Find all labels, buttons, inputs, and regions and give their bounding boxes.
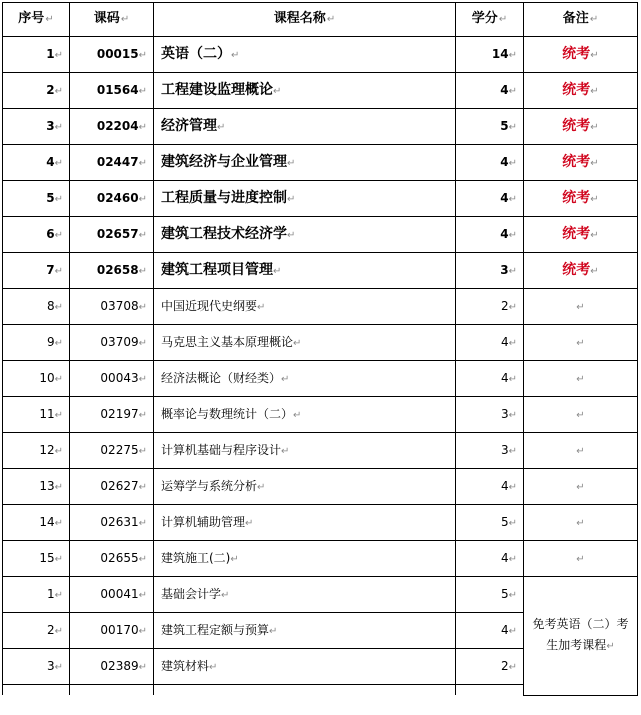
cell-idx: 15↵ [3, 541, 70, 577]
cell-note: 统考↵ [524, 73, 638, 109]
cell-note: ↵ [524, 361, 638, 397]
cell-code: 02389↵ [70, 649, 154, 685]
cell-credit: 4↵ [456, 325, 524, 361]
cell-name: 经济法概论（财经类）↵ [154, 361, 456, 397]
cell-note: 统考↵ [524, 217, 638, 253]
header-note: 备注↵ [524, 3, 638, 37]
table-row [3, 289, 638, 325]
cell-name: 计算机基础与程序设计↵ [154, 433, 456, 469]
cell-name: 工程建设监理概论↵ [154, 73, 456, 109]
table-row [3, 433, 638, 469]
cell-code: 00015↵ [70, 37, 154, 73]
table-row [3, 217, 638, 253]
cell-note: ↵ [524, 541, 638, 577]
cell-code: 03708↵ [70, 289, 154, 325]
cell-idx: 9↵ [3, 325, 70, 361]
cell-code: 02631↵ [70, 505, 154, 541]
table-row [3, 361, 638, 397]
cell-credit: 2↵ [456, 649, 524, 685]
cell-code: 01564↵ [70, 73, 154, 109]
table-row [3, 325, 638, 361]
cell-name [154, 685, 456, 696]
cell-name: 建筑经济与企业管理↵ [154, 145, 456, 181]
table-row [3, 181, 638, 217]
exam-badge: 统考 [562, 189, 591, 206]
cell-idx: 11↵ [3, 397, 70, 433]
table-row [3, 577, 638, 613]
cell-note: 统考↵ [524, 145, 638, 181]
cell-name: 建筑材料↵ [154, 649, 456, 685]
exam-badge: 统考 [562, 225, 591, 242]
exam-badge: 统考 [562, 261, 591, 278]
cell-idx: 3↵ [3, 649, 70, 685]
cell-note: 统考↵ [524, 181, 638, 217]
header-credit: 学分↵ [456, 3, 524, 37]
cell-idx: 2↵ [3, 73, 70, 109]
cell-idx: 13↵ [3, 469, 70, 505]
cell-note: ↵ [524, 325, 638, 361]
table-row [3, 397, 638, 433]
cell-code [70, 685, 154, 696]
cell-idx: 1↵ [3, 577, 70, 613]
cell-idx: 5↵ [3, 181, 70, 217]
cell-code: 02657↵ [70, 217, 154, 253]
cell-code: 02447↵ [70, 145, 154, 181]
cell-note: 统考↵ [524, 37, 638, 73]
table-row [3, 109, 638, 145]
cell-name: 经济管理↵ [154, 109, 456, 145]
cell-credit: 2↵ [456, 289, 524, 325]
cell-idx: 4↵ [3, 145, 70, 181]
cell-code: 00041↵ [70, 577, 154, 613]
course-table [2, 2, 638, 696]
cell-note: 统考↵ [524, 109, 638, 145]
cell-code: 02460↵ [70, 181, 154, 217]
cell-idx: 2↵ [3, 613, 70, 649]
cell-code: 02655↵ [70, 541, 154, 577]
table-row [3, 253, 638, 289]
exam-badge: 统考 [562, 117, 591, 134]
cell-idx: 12↵ [3, 433, 70, 469]
cell-credit: 3↵ [456, 433, 524, 469]
cell-idx: 3↵ [3, 109, 70, 145]
header-idx: 序号↵ [3, 3, 70, 37]
cell-idx: 1↵ [3, 37, 70, 73]
cell-name: 工程质量与进度控制↵ [154, 181, 456, 217]
table-row [3, 505, 638, 541]
cell-code: 00043↵ [70, 361, 154, 397]
cell-idx [3, 685, 70, 696]
table-row [3, 469, 638, 505]
cell-code: 00170↵ [70, 613, 154, 649]
cell-name: 中国近现代史纲要↵ [154, 289, 456, 325]
exam-badge: 统考 [562, 153, 591, 170]
cell-idx: 7↵ [3, 253, 70, 289]
cell-note: ↵ [524, 433, 638, 469]
cell-name: 概率论与数理统计（二）↵ [154, 397, 456, 433]
cell-code: 02204↵ [70, 109, 154, 145]
cell-credit: 14↵ [456, 37, 524, 73]
cell-name: 基础会计学↵ [154, 577, 456, 613]
cell-credit: 4↵ [456, 217, 524, 253]
cell-name: 建筑工程技术经济学↵ [154, 217, 456, 253]
cell-code: 02275↵ [70, 433, 154, 469]
cell-credit: 4↵ [456, 361, 524, 397]
cell-idx: 8↵ [3, 289, 70, 325]
cell-idx: 10↵ [3, 361, 70, 397]
cell-name: 建筑施工(二)↵ [154, 541, 456, 577]
cell-credit [456, 685, 524, 696]
cell-name: 建筑工程定额与预算↵ [154, 613, 456, 649]
cell-name: 英语（二）↵ [154, 37, 456, 73]
cell-note: ↵ [524, 397, 638, 433]
table-row [3, 37, 638, 73]
cell-credit: 4↵ [456, 541, 524, 577]
cell-idx: 6↵ [3, 217, 70, 253]
cell-credit: 4↵ [456, 469, 524, 505]
cell-credit: 3↵ [456, 253, 524, 289]
cell-credit: 5↵ [456, 505, 524, 541]
cell-credit: 4↵ [456, 145, 524, 181]
cell-code: 02197↵ [70, 397, 154, 433]
table-row [3, 145, 638, 181]
cell-note: ↵ [524, 505, 638, 541]
cell-code: 03709↵ [70, 325, 154, 361]
extra-courses-note: 免考英语（二）考生加考课程↵ [524, 577, 638, 696]
cell-note: 统考↵ [524, 253, 638, 289]
cell-credit: 5↵ [456, 577, 524, 613]
cell-credit: 4↵ [456, 73, 524, 109]
cell-name: 计算机辅助管理↵ [154, 505, 456, 541]
cell-credit: 5↵ [456, 109, 524, 145]
cell-code: 02658↵ [70, 253, 154, 289]
header-name: 课程名称↵ [154, 3, 456, 37]
cell-name: 建筑工程项目管理↵ [154, 253, 456, 289]
header-code: 课码↵ [70, 3, 154, 37]
table-row [3, 541, 638, 577]
cell-name: 运筹学与系统分析↵ [154, 469, 456, 505]
cell-idx: 14↵ [3, 505, 70, 541]
cell-name: 马克思主义基本原理概论↵ [154, 325, 456, 361]
cell-credit: 4↵ [456, 181, 524, 217]
cell-note: ↵ [524, 469, 638, 505]
cell-code: 02627↵ [70, 469, 154, 505]
exam-badge: 统考 [562, 81, 591, 98]
cell-note: ↵ [524, 289, 638, 325]
header-row [3, 3, 638, 37]
table-row [3, 73, 638, 109]
cell-credit: 3↵ [456, 397, 524, 433]
exam-badge: 统考 [562, 45, 591, 62]
cell-credit: 4↵ [456, 613, 524, 649]
